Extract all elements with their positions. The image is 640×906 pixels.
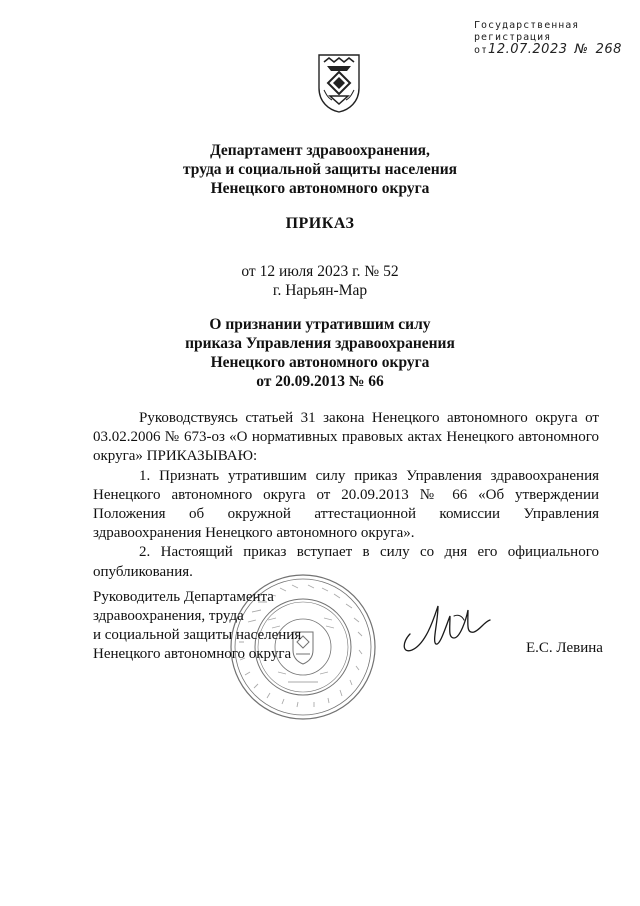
signer-position	[93, 588, 301, 664]
nenets-coat-of-arms-icon	[316, 52, 362, 114]
order-subject	[0, 315, 640, 391]
registration-date: 12.07.2023	[488, 42, 568, 57]
signer-line-1: Руководитель Департамента	[93, 589, 274, 605]
department-line-3: Ненецкого автономного округа	[210, 180, 430, 197]
order-date-number: от 12 июля 2023 г. № 52	[241, 263, 399, 280]
subject-line-2: приказа Управления здравоохранения	[185, 335, 455, 352]
document-dateline	[0, 262, 640, 300]
registration-label-1: Государственная	[474, 20, 580, 31]
signer-line-4: Ненецкого автономного округа	[93, 646, 292, 662]
signer-name: Е.С. Левина	[526, 640, 603, 656]
order-body	[93, 409, 599, 582]
order-preamble: Руководствуясь статьей 31 закона Ненецкого автономного округа от 03.02.2006 № 673-оз «О нормативных правовых актах Ненецкого автономного округа» ПРИКАЗЫВАЮ:	[93, 410, 599, 465]
registration-label-2: регистрация	[474, 32, 552, 43]
order-item-1: 1. Признать утратившим силу приказ Управления здравоохранения Ненецкого автономного округа от 20.09.2013 № 66 «Об утверждении Положения об окружной аттестационной комиссии Управления здравоохранения Ненецкого автономного округа».	[93, 467, 599, 542]
registration-number: 268	[595, 42, 622, 57]
subject-line-4: от 20.09.2013 № 66	[256, 373, 384, 390]
registration-stamp	[474, 20, 624, 57]
registration-number-label: №	[574, 42, 589, 57]
department-name	[0, 141, 640, 198]
subject-line-1: О признании утратившим силу	[209, 316, 431, 333]
order-item-2: 2. Настоящий приказ вступает в силу со дня его официального опубликования.	[93, 544, 599, 580]
handwritten-signature-icon	[396, 598, 504, 660]
document-type: ПРИКАЗ	[285, 215, 355, 232]
department-line-2: труда и социальной защиты населения	[182, 161, 458, 178]
order-city: г. Нарьян-Мар	[272, 282, 368, 299]
signer-line-3: и социальной защиты населения	[93, 627, 302, 643]
registration-prefix: от	[474, 45, 489, 56]
signer-line-2: здравоохранения, труда	[93, 608, 244, 624]
department-line-1: Департамент здравоохранения,	[210, 142, 430, 159]
subject-line-3: Ненецкого автономного округа	[210, 354, 430, 371]
